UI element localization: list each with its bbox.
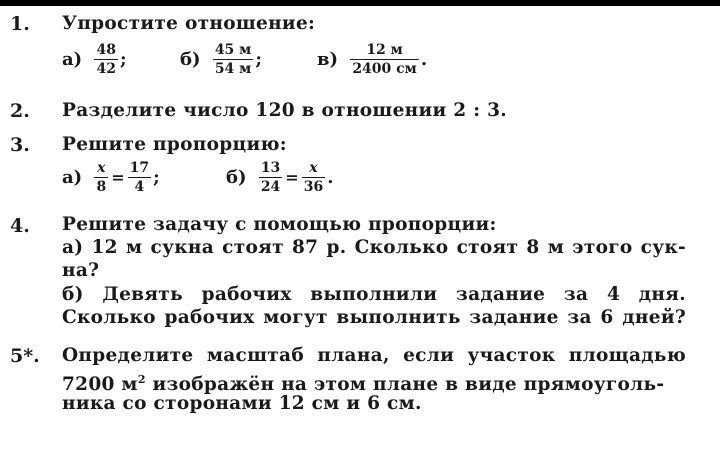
task-1b-fraction xyxy=(213,42,254,77)
task-3b-punct: . xyxy=(327,167,334,188)
task-3a-equals: = xyxy=(111,168,125,187)
task-3-number: 3. xyxy=(10,134,30,156)
task-1b-denominator: 54 м xyxy=(214,61,252,77)
task-3b-equals: = xyxy=(285,168,299,187)
task-1a-fraction xyxy=(94,42,117,77)
task-3b-right-numerator: x xyxy=(302,160,325,178)
task-1b xyxy=(180,42,262,77)
task-3a-left-numerator: x xyxy=(94,160,108,178)
task-3a-label: а) xyxy=(62,167,83,188)
task-3b xyxy=(226,160,333,195)
task-1a xyxy=(62,42,127,77)
task-1c-label: в) xyxy=(317,49,339,70)
task-5-line-1: Определите масштаб плана, если участок площадью xyxy=(62,345,686,366)
task-1c-punct: . xyxy=(420,49,428,70)
task-3a-left-fraction xyxy=(94,160,108,195)
task-1-title: Упростите отношение: xyxy=(62,13,316,34)
task-1a-numerator: 48 xyxy=(96,42,116,58)
task-5-number: 5*. xyxy=(10,345,40,367)
task-3a-punct: ; xyxy=(153,167,160,188)
task-5-line-2-start: 7200 м xyxy=(62,374,138,396)
task-3b-right-denominator: 36 xyxy=(303,179,324,195)
task-3b-label: б) xyxy=(226,167,247,188)
task-3a-right-fraction xyxy=(128,160,151,195)
task-1c xyxy=(317,42,427,77)
task-1a-label: а) xyxy=(62,49,83,70)
task-2-number: 2. xyxy=(10,100,30,122)
top-border xyxy=(0,0,720,6)
task-1b-label: б) xyxy=(180,49,201,70)
task-3-title: Решите пропорцию: xyxy=(62,134,287,155)
task-4-title: Решите задачу с помощью пропорции: xyxy=(62,214,497,235)
task-5-superscript: 2 xyxy=(137,373,146,386)
task-4-line-1: а) 12 м сукна стоят 87 р. Сколько стоят 8 м этого сук- xyxy=(62,237,686,258)
task-1b-punct: ; xyxy=(255,49,262,70)
task-3b-left-denominator: 24 xyxy=(260,179,281,195)
task-1a-punct: ; xyxy=(119,49,127,70)
task-1-number: 1. xyxy=(10,13,30,35)
task-1c-fraction xyxy=(350,42,419,77)
task-2-text: Разделите число 120 в отношении 2 : 3. xyxy=(62,100,508,121)
task-5-line-2-end: изображён на этом плане в виде прямоуголь- xyxy=(145,374,665,396)
task-1c-denominator: 2400 см xyxy=(352,61,417,77)
task-4-line-2: на? xyxy=(62,260,100,281)
task-5-line-3: ника со сторонами 12 см и 6 см. xyxy=(62,393,422,414)
task-3a-right-denominator: 4 xyxy=(134,179,145,195)
task-4-line-4: Сколько рабочих могут выполнить задание за 6 дней? xyxy=(62,307,686,328)
task-3b-right-fraction xyxy=(302,160,325,195)
task-4-line-3: б) Девять рабочих выполнили задание за 4 дня. xyxy=(62,284,686,305)
task-1a-denominator: 42 xyxy=(96,61,116,77)
task-3b-left-numerator: 13 xyxy=(260,160,281,176)
task-3b-left-fraction xyxy=(259,160,282,195)
task-3a-right-numerator: 17 xyxy=(129,160,150,176)
task-3a-left-denominator: 8 xyxy=(96,179,107,195)
task-1b-numerator: 45 м xyxy=(214,42,252,58)
task-4-number: 4. xyxy=(10,215,30,237)
task-1c-numerator: 12 м xyxy=(350,42,419,60)
task-3a xyxy=(62,160,160,195)
